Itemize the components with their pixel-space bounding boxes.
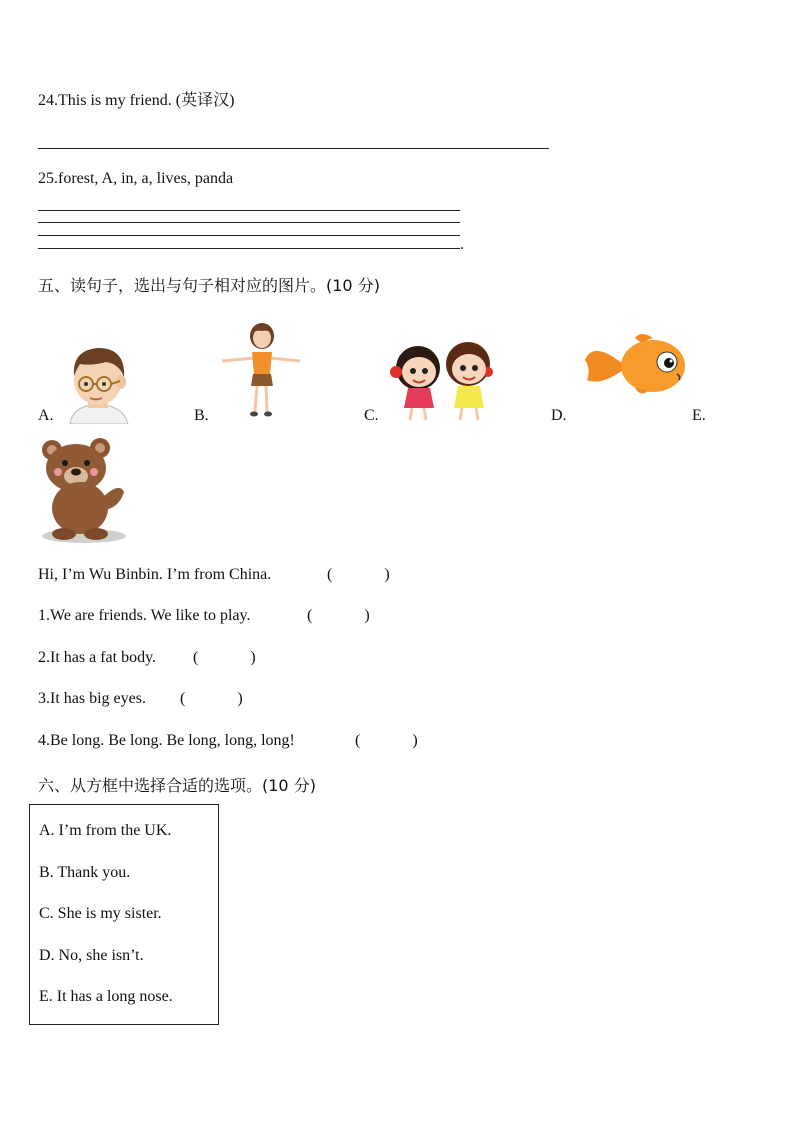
sentence-example: Hi, I’m Wu Binbin. I’m from China. [38,566,272,583]
answer-line-25-2[interactable] [38,222,460,223]
section-5-heading: 五、读句子，选出与句子相对应的图片。(10 分) [38,276,380,295]
option-d: D. No, she isn’t. [39,947,144,964]
picture-label-e: E. [692,407,706,424]
question-24: 24.This is my friend. (英译汉) [38,92,235,109]
sentence-1: 1.We are friends. We like to play. [38,607,251,624]
answer-end-period: . [460,236,464,253]
picture-label-d: D. [551,407,567,424]
option-a: A. I’m from the UK. [39,822,172,839]
answer-line-25-4[interactable] [38,248,460,249]
dancing-girl-icon [218,322,304,420]
picture-label-b: B. [194,407,209,424]
sentence-2: 2.It has a fat body. [38,649,157,666]
sentence-3: 3.It has big eyes. [38,690,146,707]
answer-paren-example[interactable]: ( ) [327,566,390,583]
answer-paren-4[interactable]: ( ) [355,732,418,749]
answer-line-25-3[interactable] [38,235,460,236]
answer-line-24[interactable] [38,148,549,149]
boy-with-glasses-icon [62,344,134,424]
question-25: 25.forest, A, in, a, lives, panda [38,170,234,187]
section-6-heading: 六、从方框中选择合适的选项。(10 分) [38,776,316,795]
goldfish-icon [583,330,687,400]
sentence-4: 4.Be long. Be long. Be long, long, long! [38,732,295,749]
bear-icon [38,436,130,546]
answer-paren-3[interactable]: ( ) [180,690,243,707]
option-e: E. It has a long nose. [39,988,173,1005]
option-b: B. Thank you. [39,864,131,881]
options-box [29,804,219,1025]
answer-paren-1[interactable]: ( ) [307,607,370,624]
answer-line-25-1[interactable] [38,210,460,211]
answer-paren-2[interactable]: ( ) [193,649,256,666]
two-girls-icon [386,338,498,424]
picture-label-c: C. [364,407,379,424]
picture-label-a: A. [38,407,54,424]
option-c: C. She is my sister. [39,905,162,922]
